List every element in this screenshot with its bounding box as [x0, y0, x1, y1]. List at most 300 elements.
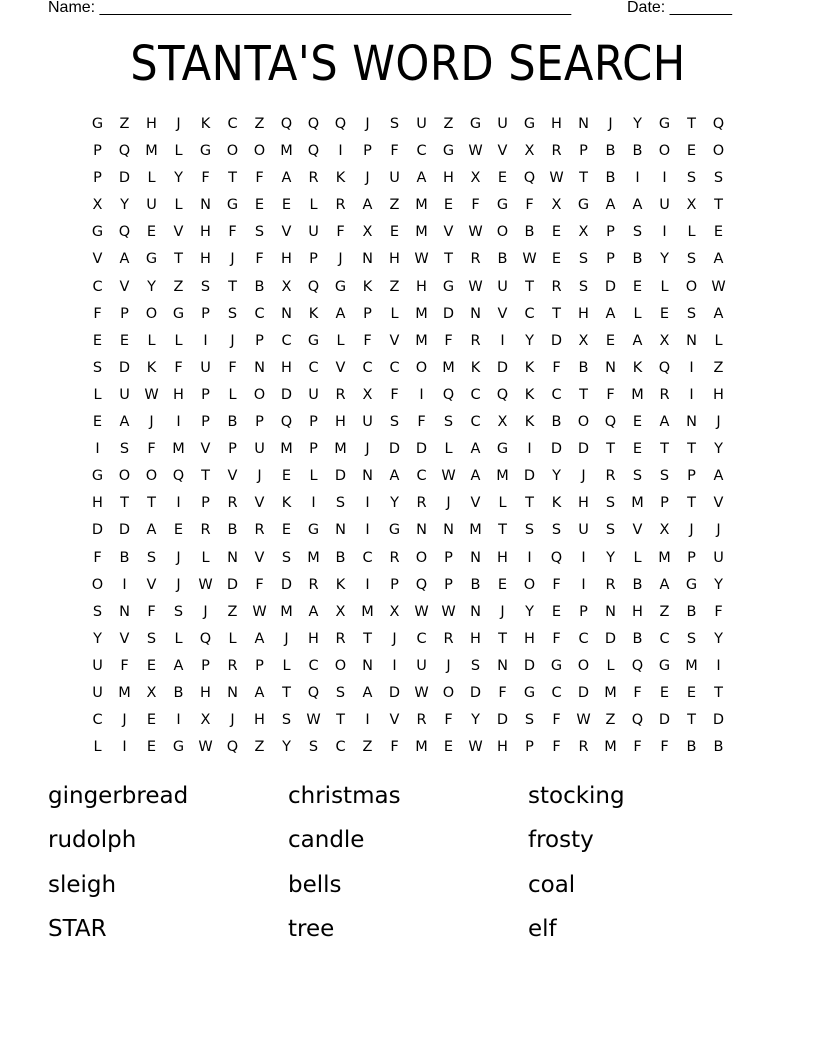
- grid-cell: S: [632, 224, 643, 241]
- grid-cell: I: [365, 495, 370, 512]
- grid-cell: S: [578, 251, 589, 268]
- grid-cell: C: [308, 657, 319, 674]
- grid-cell: H: [200, 224, 211, 241]
- grid-cell: G: [307, 332, 320, 349]
- grid-cell: U: [92, 657, 103, 674]
- grid-cell: R: [470, 332, 481, 349]
- grid-cell: P: [228, 441, 237, 458]
- grid-cell: G: [550, 657, 563, 674]
- grid-cell: S: [335, 684, 346, 701]
- grid-cell: J: [176, 549, 181, 566]
- grid-cell: R: [200, 522, 211, 539]
- grid-cell: N: [362, 657, 373, 674]
- grid-cell: N: [254, 359, 265, 376]
- grid-cell: W: [144, 386, 159, 403]
- grid-cell: E: [551, 224, 562, 241]
- grid-cell: T: [282, 684, 291, 701]
- grid-cell: G: [91, 116, 104, 132]
- grid-cell: E: [281, 522, 292, 539]
- grid-cell: X: [362, 386, 373, 403]
- grid-cell: C: [362, 549, 373, 566]
- grid-cell: P: [309, 251, 318, 268]
- grid-cell: K: [551, 495, 562, 512]
- grid-cell: P: [444, 576, 453, 593]
- grid-cell: R: [335, 386, 346, 403]
- grid-cell: F: [255, 251, 264, 268]
- grid-cell: E: [389, 224, 400, 241]
- grid-cell: T: [444, 251, 453, 268]
- grid-cell: E: [497, 170, 508, 187]
- grid-cell: W: [414, 251, 429, 268]
- word-list-item: elf: [528, 915, 557, 942]
- grid-cell: B: [497, 251, 508, 268]
- grid-row: [84, 517, 732, 544]
- grid-cell: B: [578, 359, 589, 376]
- grid-cell: O: [118, 468, 131, 485]
- grid-cell: X: [146, 684, 157, 701]
- grid-cell: B: [713, 739, 724, 756]
- grid-cell: E: [92, 414, 103, 431]
- grid-cell: S: [443, 414, 454, 431]
- grid-cell: V: [632, 522, 643, 539]
- grid-cell: P: [444, 549, 453, 566]
- grid-cell: F: [552, 576, 561, 593]
- grid-cell: E: [146, 712, 157, 729]
- grid-cell: Q: [172, 468, 185, 485]
- grid-cell: N: [470, 549, 481, 566]
- grid-cell: E: [713, 224, 724, 241]
- grid-cell: S: [470, 657, 481, 674]
- grid-cell: Q: [280, 414, 293, 431]
- grid-cell: C: [416, 468, 427, 485]
- grid-cell: X: [470, 170, 481, 187]
- grid-cell: X: [659, 332, 670, 349]
- grid-row: [84, 219, 732, 246]
- grid-cell: J: [716, 414, 721, 431]
- grid-cell: E: [551, 251, 562, 268]
- grid-cell: D: [280, 386, 293, 403]
- grid-cell: M: [415, 224, 428, 241]
- grid-cell: I: [392, 657, 397, 674]
- grid-cell: J: [365, 170, 370, 187]
- grid-cell: W: [468, 224, 483, 241]
- letter-grid: [84, 111, 732, 761]
- grid-cell: F: [120, 657, 129, 674]
- grid-row: [84, 355, 732, 382]
- grid-cell: M: [442, 359, 455, 376]
- grid-cell: P: [120, 305, 129, 322]
- grid-cell: H: [632, 603, 643, 620]
- grid-cell: V: [119, 630, 130, 647]
- grid-cell: S: [713, 170, 724, 187]
- grid-cell: Z: [713, 359, 724, 376]
- grid-cell: U: [497, 116, 508, 132]
- grid-cell: A: [389, 468, 400, 485]
- grid-cell: M: [604, 684, 617, 701]
- grid-cell: A: [281, 170, 292, 187]
- grid-cell: F: [552, 359, 561, 376]
- grid-cell: Z: [362, 739, 373, 756]
- grid-cell: T: [714, 684, 723, 701]
- grid-cell: H: [470, 630, 481, 647]
- grid-cell: L: [93, 386, 102, 403]
- grid-cell: L: [687, 224, 696, 241]
- grid-cell: O: [334, 657, 347, 674]
- grid-cell: W: [711, 278, 726, 295]
- grid-cell: M: [685, 657, 698, 674]
- grid-cell: T: [498, 522, 507, 539]
- grid-cell: C: [227, 116, 238, 132]
- grid-row: [84, 707, 732, 734]
- grid-cell: A: [713, 468, 724, 485]
- grid-cell: A: [713, 305, 724, 322]
- word-list-item: candle: [288, 827, 365, 854]
- grid-cell: D: [523, 657, 536, 674]
- grid-cell: I: [581, 576, 586, 593]
- grid-cell: J: [176, 576, 181, 593]
- grid-cell: L: [633, 305, 642, 322]
- grid-cell: E: [632, 441, 643, 458]
- grid-cell: D: [496, 712, 509, 729]
- grid-cell: C: [551, 386, 562, 403]
- grid-cell: Q: [658, 359, 671, 376]
- grid-cell: P: [660, 495, 669, 512]
- grid-cell: S: [200, 278, 211, 295]
- grid-cell: I: [716, 657, 721, 674]
- grid-cell: C: [551, 684, 562, 701]
- grid-cell: F: [471, 197, 480, 214]
- grid-cell: U: [416, 657, 427, 674]
- grid-cell: B: [524, 224, 535, 241]
- grid-cell: Q: [442, 386, 455, 403]
- grid-cell: L: [201, 549, 210, 566]
- grid-cell: H: [200, 251, 211, 268]
- grid-cell: B: [173, 684, 184, 701]
- grid-row: [84, 463, 732, 490]
- grid-cell: F: [552, 739, 561, 756]
- grid-cell: F: [93, 305, 102, 322]
- grid-cell: U: [713, 549, 724, 566]
- grid-cell: U: [308, 224, 319, 241]
- grid-cell: I: [365, 576, 370, 593]
- grid-cell: S: [686, 251, 697, 268]
- grid-cell: E: [686, 143, 697, 160]
- grid-cell: W: [441, 468, 456, 485]
- grid-cell: M: [280, 143, 293, 160]
- grid-cell: T: [228, 278, 237, 295]
- grid-cell: G: [496, 197, 509, 214]
- grid-cell: Q: [199, 630, 212, 647]
- grid-cell: S: [281, 712, 292, 729]
- grid-cell: T: [687, 441, 696, 458]
- grid-cell: A: [335, 305, 346, 322]
- grid-cell: B: [605, 143, 616, 160]
- grid-cell: S: [389, 414, 400, 431]
- grid-cell: E: [173, 522, 184, 539]
- grid-cell: O: [577, 414, 590, 431]
- grid-cell: Y: [660, 251, 669, 268]
- grid-cell: S: [119, 441, 130, 458]
- grid-cell: P: [201, 657, 210, 674]
- grid-cell: F: [201, 170, 210, 187]
- word-list-item: STAR: [48, 915, 107, 942]
- grid-cell: A: [470, 441, 481, 458]
- grid-cell: A: [605, 197, 616, 214]
- grid-cell: J: [365, 441, 370, 458]
- grid-cell: I: [122, 739, 127, 756]
- grid-cell: D: [604, 278, 617, 295]
- grid-cell: I: [662, 170, 667, 187]
- grid-cell: U: [119, 386, 130, 403]
- grid-cell: M: [469, 522, 482, 539]
- grid-cell: X: [578, 224, 589, 241]
- grid-cell: B: [686, 739, 697, 756]
- grid-cell: H: [308, 630, 319, 647]
- grid-cell: N: [497, 657, 508, 674]
- grid-cell: A: [605, 305, 616, 322]
- grid-cell: E: [443, 197, 454, 214]
- grid-cell: Y: [120, 197, 129, 214]
- grid-cell: Q: [712, 116, 725, 132]
- grid-cell: L: [228, 386, 237, 403]
- grid-cell: P: [687, 468, 696, 485]
- grid-cell: V: [227, 468, 238, 485]
- grid-cell: R: [389, 549, 400, 566]
- grid-cell: Z: [173, 278, 184, 295]
- grid-cell: U: [416, 116, 427, 132]
- grid-cell: N: [335, 522, 346, 539]
- grid-cell: G: [442, 278, 455, 295]
- grid-cell: F: [525, 197, 534, 214]
- grid-cell: I: [419, 386, 424, 403]
- grid-cell: J: [122, 712, 127, 729]
- grid-cell: N: [227, 549, 238, 566]
- grid-cell: J: [689, 522, 694, 539]
- grid-cell: A: [308, 603, 319, 620]
- grid-cell: A: [254, 630, 265, 647]
- grid-cell: I: [689, 359, 694, 376]
- grid-cell: F: [633, 684, 642, 701]
- grid-cell: W: [468, 278, 483, 295]
- grid-cell: V: [470, 495, 481, 512]
- grid-cell: S: [686, 305, 697, 322]
- grid-cell: W: [549, 170, 564, 187]
- grid-cell: T: [687, 712, 696, 729]
- grid-cell: G: [172, 305, 185, 322]
- grid-cell: P: [363, 143, 372, 160]
- grid-cell: I: [311, 495, 316, 512]
- grid-cell: U: [254, 441, 265, 458]
- grid-cell: A: [659, 414, 670, 431]
- grid-cell: E: [497, 576, 508, 593]
- name-field: Name: _____________________________________________________: [48, 0, 572, 16]
- grid-cell: Y: [282, 739, 291, 756]
- grid-cell: W: [252, 603, 267, 620]
- grid-cell: Z: [605, 712, 616, 729]
- grid-cell: Q: [307, 684, 320, 701]
- grid-cell: M: [415, 197, 428, 214]
- grid-cell: T: [363, 630, 372, 647]
- grid-cell: A: [173, 657, 184, 674]
- grid-cell: Y: [390, 495, 399, 512]
- grid-cell: H: [497, 549, 508, 566]
- grid-cell: D: [550, 441, 563, 458]
- grid-cell: E: [632, 278, 643, 295]
- grid-cell: S: [524, 712, 535, 729]
- grid-cell: E: [686, 684, 697, 701]
- grid-cell: Z: [119, 116, 130, 132]
- grid-cell: J: [257, 468, 262, 485]
- grid-cell: L: [174, 332, 183, 349]
- grid-cell: N: [686, 332, 697, 349]
- grid-cell: B: [119, 549, 130, 566]
- grid-cell: N: [470, 603, 481, 620]
- grid-cell: Z: [443, 116, 454, 132]
- grid-cell: I: [203, 332, 208, 349]
- grid-cell: S: [524, 522, 535, 539]
- grid-cell: E: [659, 684, 670, 701]
- grid-cell: J: [230, 251, 235, 268]
- grid-cell: S: [281, 549, 292, 566]
- grid-cell: A: [362, 197, 373, 214]
- grid-cell: F: [606, 386, 615, 403]
- word-list-item: christmas: [288, 783, 401, 809]
- grid-cell: T: [687, 116, 696, 132]
- grid-cell: C: [254, 305, 265, 322]
- grid-cell: D: [577, 441, 590, 458]
- grid-row: [84, 165, 732, 192]
- grid-cell: X: [200, 712, 211, 729]
- grid-cell: R: [416, 712, 427, 729]
- grid-cell: L: [660, 278, 669, 295]
- grid-cell: K: [308, 305, 319, 322]
- grid-cell: V: [146, 576, 157, 593]
- grid-row: [84, 680, 732, 707]
- grid-cell: K: [146, 359, 157, 376]
- grid-row: [84, 192, 732, 219]
- grid-cell: F: [714, 603, 723, 620]
- grid-cell: X: [92, 197, 103, 214]
- grid-cell: O: [253, 386, 266, 403]
- word-list-item: rudolph: [48, 827, 137, 854]
- grid-cell: J: [176, 116, 181, 132]
- grid-cell: V: [389, 712, 400, 729]
- grid-cell: H: [254, 712, 265, 729]
- grid-cell: G: [91, 468, 104, 485]
- grid-cell: P: [363, 305, 372, 322]
- grid-cell: R: [335, 197, 346, 214]
- grid-cell: O: [442, 684, 455, 701]
- grid-cell: V: [389, 332, 400, 349]
- grid-cell: G: [199, 143, 212, 160]
- grid-cell: N: [362, 251, 373, 268]
- grid-cell: E: [605, 332, 616, 349]
- grid-cell: P: [255, 332, 264, 349]
- grid-cell: P: [390, 576, 399, 593]
- grid-cell: W: [468, 143, 483, 160]
- grid-cell: Y: [714, 576, 723, 593]
- grid-cell: H: [578, 305, 589, 322]
- grid-cell: U: [146, 197, 157, 214]
- grid-cell: M: [415, 332, 428, 349]
- grid-cell: M: [496, 468, 509, 485]
- word-list-item: tree: [288, 915, 335, 942]
- grid-cell: N: [605, 359, 616, 376]
- grid-cell: C: [470, 386, 481, 403]
- grid-cell: B: [632, 251, 643, 268]
- grid-cell: U: [578, 522, 589, 539]
- grid-cell: L: [174, 143, 183, 160]
- grid-cell: X: [686, 197, 697, 214]
- grid-cell: P: [687, 549, 696, 566]
- grid-cell: V: [443, 224, 454, 241]
- grid-cell: R: [551, 143, 562, 160]
- grid-cell: U: [308, 386, 319, 403]
- grid-cell: F: [147, 603, 156, 620]
- grid-cell: Q: [415, 576, 428, 593]
- grid-cell: F: [363, 332, 372, 349]
- grid-cell: W: [468, 739, 483, 756]
- grid-cell: G: [496, 441, 509, 458]
- grid-cell: K: [335, 170, 346, 187]
- grid-cell: Q: [604, 414, 617, 431]
- grid-cell: J: [203, 603, 208, 620]
- grid-cell: G: [523, 116, 536, 132]
- grid-cell: G: [388, 522, 401, 539]
- grid-cell: V: [254, 549, 265, 566]
- grid-cell: C: [281, 332, 292, 349]
- grid-cell: Q: [334, 116, 347, 132]
- grid-cell: N: [470, 305, 481, 322]
- grid-cell: D: [550, 332, 563, 349]
- grid-cell: J: [716, 522, 721, 539]
- grid-cell: R: [227, 657, 238, 674]
- grid-cell: D: [469, 684, 482, 701]
- header-row: [48, 0, 748, 21]
- grid-cell: J: [392, 630, 397, 647]
- grid-cell: F: [147, 441, 156, 458]
- grid-cell: Z: [659, 603, 670, 620]
- grid-cell: N: [686, 414, 697, 431]
- grid-row: [84, 572, 732, 599]
- word-list-item: sleigh: [48, 871, 117, 898]
- grid-cell: A: [416, 170, 427, 187]
- grid-cell: T: [174, 251, 183, 268]
- grid-cell: O: [91, 576, 104, 593]
- grid-cell: L: [309, 197, 318, 214]
- grid-cell: F: [633, 739, 642, 756]
- grid-cell: M: [658, 549, 671, 566]
- grid-cell: G: [577, 197, 590, 214]
- grid-cell: M: [631, 495, 644, 512]
- grid-cell: E: [119, 332, 130, 349]
- grid-cell: F: [390, 143, 399, 160]
- grid-row: [84, 599, 732, 626]
- grid-cell: T: [579, 170, 588, 187]
- grid-cell: P: [309, 414, 318, 431]
- grid-cell: G: [307, 522, 320, 539]
- grid-cell: F: [390, 386, 399, 403]
- grid-row: [84, 409, 732, 436]
- grid-cell: H: [443, 170, 454, 187]
- grid-cell: V: [335, 359, 346, 376]
- grid-cell: D: [118, 170, 131, 187]
- grid-cell: Y: [471, 712, 480, 729]
- grid-cell: G: [523, 684, 536, 701]
- grid-row: [84, 274, 732, 301]
- grid-cell: U: [200, 359, 211, 376]
- grid-cell: Y: [93, 630, 102, 647]
